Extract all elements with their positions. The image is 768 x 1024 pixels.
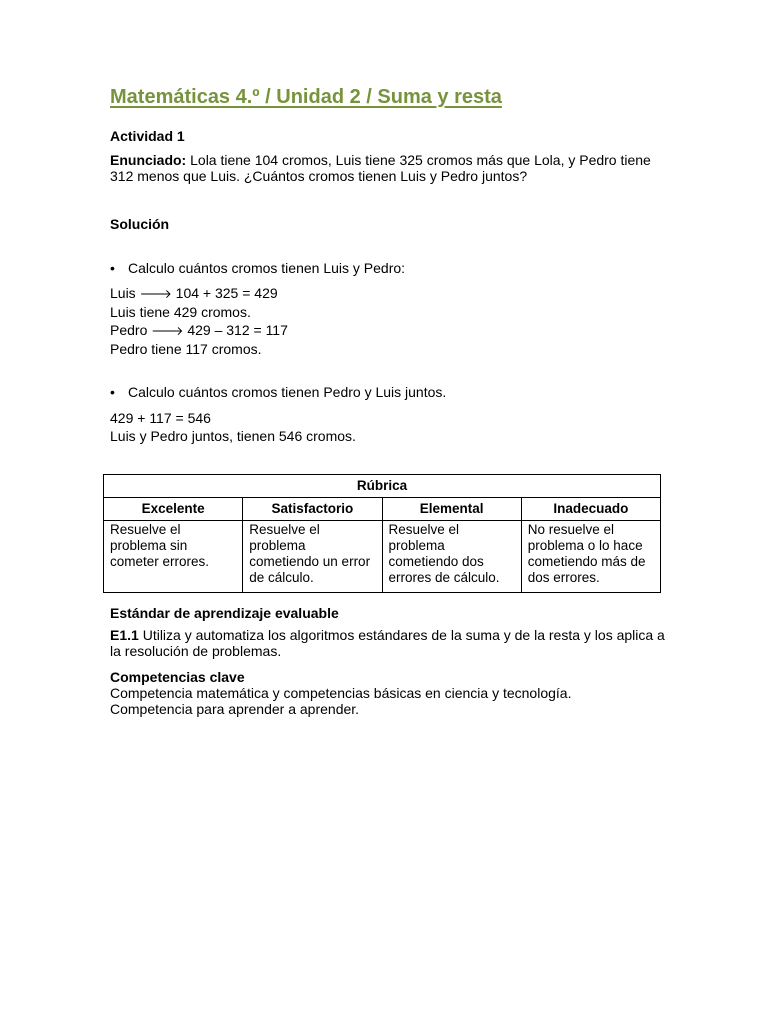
competencies-heading: Competencias clave xyxy=(110,669,245,685)
step1-line-1 xyxy=(110,284,670,303)
arrow-right-icon: 🡒 xyxy=(151,324,184,338)
step1-line-3-a: Pedro xyxy=(110,322,152,338)
step2-lines xyxy=(110,409,670,445)
standard-description: Utiliza y automatiza los algoritmos estándares de la suma y de la resta y los aplica a la resolución de problemas. xyxy=(110,627,665,659)
rubric-header-row xyxy=(104,498,661,521)
bullet-dot-icon: • xyxy=(110,260,115,276)
step2-line-2: Luis y Pedro juntos, tienen 546 cromos. xyxy=(110,428,356,444)
step1-line-4: Pedro tiene 117 cromos. xyxy=(110,341,262,357)
statement-label: Enunciado: xyxy=(110,152,187,168)
standard-code: E1.1 xyxy=(110,627,139,643)
rubric-table xyxy=(103,474,661,593)
rubric-header-inadecuado: Inadecuado xyxy=(521,498,660,521)
step2-bullet-text: Calculo cuántos cromos tienen Pedro y Luis juntos. xyxy=(128,384,447,400)
document-body xyxy=(110,84,670,445)
rubric-caption: Rúbrica xyxy=(104,475,661,498)
arrow-right-icon: 🡒 xyxy=(139,287,172,301)
step2-line-1: 429 + 117 = 546 xyxy=(110,410,211,426)
standard-text xyxy=(110,627,670,659)
standards-section xyxy=(110,605,670,717)
step1-line-3 xyxy=(110,321,670,340)
page-title: Matemáticas 4.º / Unidad 2 / Suma y resta xyxy=(110,86,502,108)
step1-bullet-text: Calculo cuántos cromos tienen Luis y Pedro: xyxy=(128,260,406,276)
step2-bullet xyxy=(110,384,670,400)
rubric-cell-excelente: Resuelve el problema sin cometer errores. xyxy=(104,521,243,593)
rubric-cell-elemental: Resuelve el problema cometiendo dos errores de cálculo. xyxy=(382,521,521,593)
rubric-header-excelente: Excelente xyxy=(104,498,243,521)
step1-lines xyxy=(110,284,670,358)
rubric-body-row xyxy=(104,521,661,593)
solution-heading: Solución xyxy=(110,216,170,232)
competency-item-1: Competencia matemática y competencias básicas en ciencia y tecnología. xyxy=(110,685,572,701)
rubric-caption-row xyxy=(104,475,661,498)
statement xyxy=(110,152,670,184)
standard-heading: Estándar de aprendizaje evaluable xyxy=(110,605,339,621)
rubric-header-satisfactorio: Satisfactorio xyxy=(243,498,382,521)
rubric-cell-inadecuado: No resuelve el problema o lo hace cometiendo más de dos errores. xyxy=(521,521,660,593)
rubric-cell-satisfactorio: Resuelve el problema cometiendo un error de cálculo. xyxy=(243,521,382,593)
statement-text: Lola tiene 104 cromos, Luis tiene 325 cromos más que Lola, y Pedro tiene 312 menos que Luis. ¿Cuántos cromos tienen Luis y Pedro juntos? xyxy=(110,152,651,184)
step1-line-1-b: 104 + 325 = 429 xyxy=(171,285,278,301)
step1-line-2: Luis tiene 429 cromos. xyxy=(110,304,251,320)
activity-heading: Actividad 1 xyxy=(110,128,185,144)
competency-item-2: Competencia para aprender a aprender. xyxy=(110,701,360,717)
step1-line-3-b: 429 – 312 = 117 xyxy=(183,322,288,338)
rubric-header-elemental: Elemental xyxy=(382,498,521,521)
step1-bullet xyxy=(110,260,670,276)
bullet-dot-icon: • xyxy=(110,384,115,400)
step1-line-1-a: Luis xyxy=(110,285,140,301)
